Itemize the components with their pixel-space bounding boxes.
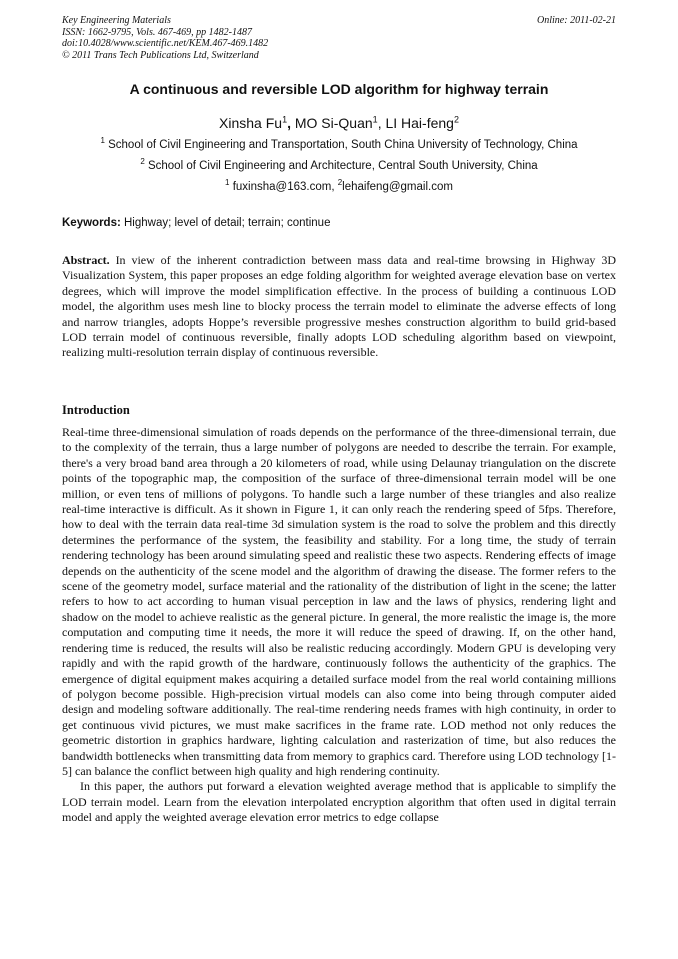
- author-separator: ,: [287, 115, 295, 131]
- email-1: fuxinsha@163.com,: [232, 181, 338, 193]
- affiliation-text: School of Civil Engineering and Transportation, South China University of Technology, China: [108, 139, 578, 151]
- affiliation-1: [0, 136, 678, 151]
- paper-title: A continuous and reversible LOD algorithm for highway terrain: [129, 81, 549, 97]
- author-list: [0, 115, 678, 131]
- section-heading-introduction: Introduction: [62, 403, 130, 417]
- introduction-body: [62, 425, 616, 826]
- abstract-text: In view of the inherent contradiction between mass data and real-time browsing in Highway 3D Visualization System, this paper proposes an edge folding algorithm for weighted average elevation base on vertex degrees, which will improve the model simplification effective. In the process of building a continuous LOD model, the algorithm uses mesh line to blocky process the terrain model to eliminate the adverse effects of long and narrow triangles, adopts Hoppe’s reversible progressive meshes construction algorithm to build grid-based LOD terrain model of continuous reversible, finally adopts LOD scheduling algorithm based on viewpoint, realizing multi-resolution terrain display of continuous reversible.: [62, 253, 616, 360]
- keywords-text: Highway; level of detail; terrain; continue: [124, 217, 331, 229]
- author-sup: 1: [282, 114, 288, 125]
- paragraph: In this paper, the authors put forward a elevation weighted average method that is applicable to simplify the LOD terrain model. Learn from the elevation interpolated encryption algorithm that often used in digital terrain model and apply the weighted average elevation error metrics to edge collapse: [62, 779, 616, 825]
- doi-line: doi:10.4028/www.scientific.net/KEM.467-469.1482: [62, 38, 269, 49]
- journal-name: Key Engineering Materials: [62, 15, 171, 26]
- author-separator: ,: [377, 115, 386, 131]
- author-name: MO Si-Quan: [294, 115, 373, 131]
- author-name: Xinsha Fu: [219, 115, 283, 131]
- journal-header: [62, 15, 616, 61]
- email-sup: 2: [337, 178, 343, 188]
- affiliation-text: School of Civil Engineering and Architecture, Central South University, China: [147, 160, 538, 172]
- copyright-line: © 2011 Trans Tech Publications Ltd, Switzerland: [62, 49, 259, 61]
- author-sup: 1: [372, 114, 378, 125]
- online-date: Online: 2011-02-21: [537, 15, 616, 26]
- keywords: [62, 217, 330, 229]
- affiliation-2: [0, 157, 678, 172]
- email-2: lehaifeng@gmail.com: [342, 181, 453, 193]
- keywords-label: Keywords:: [62, 217, 121, 229]
- abstract: [62, 253, 616, 361]
- affiliation-sup: 2: [140, 157, 145, 167]
- paragraph: Real-time three-dimensional simulation of roads depends on the performance of the three-dimensional terrain, due to the complexity of the terrain, thus a large number of polygons are needed to describe the terrain. For example, there's a very broad band area through a 20 kilometers of road, while using Delaunay triangulation on the discrete points of the topographic map, the composition of the surface of three-dimensional terrain model will be one million, or even tens of millions of polygons. To handle such a large number of these triangles and also realize real-time interactive is difficult. As it shown in Figure 1, it can only reach the rendering speed of 5fps. Therefore, how to deal with the terrain data real-time 3d simulation system is the road to solve the problem and this directly determines the performance of the system, the feasibility and stability. For a long time, the study of terrain rendering technology has been around simulating speed and realistic these two aspects. Rendering effects of image depends on the authenticity of the scene model and the algorithm of drawing the disease. The former refers to the scene of the geometry model, surface material and the rationality of the distribution of light in the scene; the latter refers to how to act according to human visual perception in law and the laws of physics, rendering light and shadow on the model to achieve realistic as the general picture. In general, the more realistic the image is, the more computation and computing time it needs, the more it will reduce the speed of drawing. If, on the other hand, rendering time is reduced, the results will also be realistic reducing accordingly. Modern GPU is developing very rapidly and with the rapid growth of the hardware, continuously follows the authenticity of the graphics. The emergence of digital equipment makes acquiring a detailed surface model from the real world containing millions of polygon become possible. High-precision virtual models can also come into being through computer aided design and modeling software additionally. The real-time rendering needs frames with high continuity, in order to get continuous vivid pictures, we must make sacrifices in the frame rate. LOD method not only reduces the geometric distortion in graphics hardware, lighting calculation and rasterization of time, but also reduces the bandwidth bottlenecks when transmitting data from memory to graphics card. Therefore using LOD technology [1-5] can balance the conflict between high quality and high rendering continuity.: [62, 425, 616, 778]
- author-name: LI Hai-feng: [385, 115, 454, 131]
- affiliation-sup: 1: [100, 136, 105, 146]
- author-sup: 2: [453, 114, 459, 125]
- email-line: [0, 178, 678, 193]
- abstract-label: Abstract.: [62, 253, 110, 267]
- issn-line: ISSN: 1662-9795, Vols. 467-469, pp 1482-1487: [62, 26, 252, 38]
- email-sup: 1: [225, 178, 230, 188]
